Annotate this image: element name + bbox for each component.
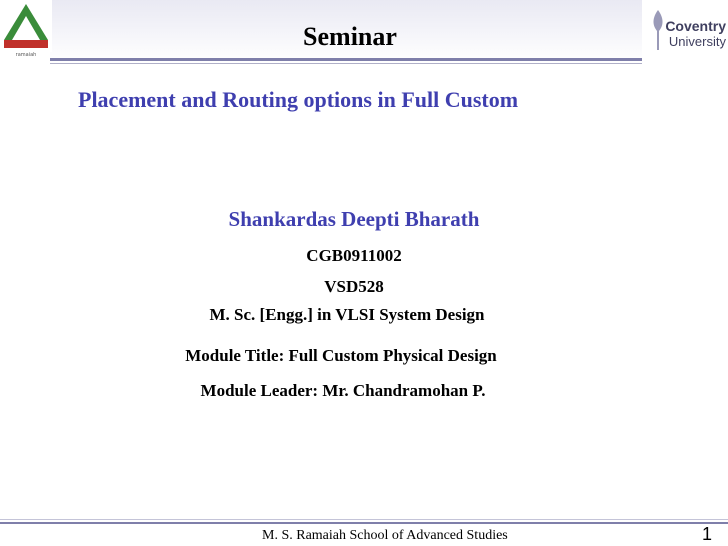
module-code: VSD528 [324, 277, 384, 296]
header-divider-thin [50, 63, 642, 64]
degree-program: M. Sc. [Engg.] in VLSI System Design [209, 305, 485, 324]
module-title: Module Title: Full Custom Physical Design [185, 346, 497, 365]
ramaiah-logo-caption: ramaiah [15, 52, 37, 58]
university-logo-word: University [668, 34, 726, 49]
footer-divider-thin [0, 519, 728, 520]
presentation-subtitle: Placement and Routing options in Full Custom [78, 87, 519, 112]
coventry-logo-word: Coventry [665, 18, 726, 34]
slide-heading: Seminar [303, 22, 397, 51]
author-name: Shankardas Deepti Bharath [228, 207, 480, 231]
ramaiah-logo-icon [0, 0, 52, 52]
footer-institution: M. S. Ramaiah School of Advanced Studies [262, 528, 508, 543]
module-leader: Module Leader: Mr. Chandramohan P. [200, 381, 486, 400]
registration-number: CGB0911002 [306, 246, 402, 265]
header-divider [50, 58, 642, 61]
coventry-logo [648, 4, 726, 58]
footer-divider [0, 522, 728, 524]
page-number: 1 [702, 524, 713, 544]
ramaiah-logo [0, 0, 52, 60]
